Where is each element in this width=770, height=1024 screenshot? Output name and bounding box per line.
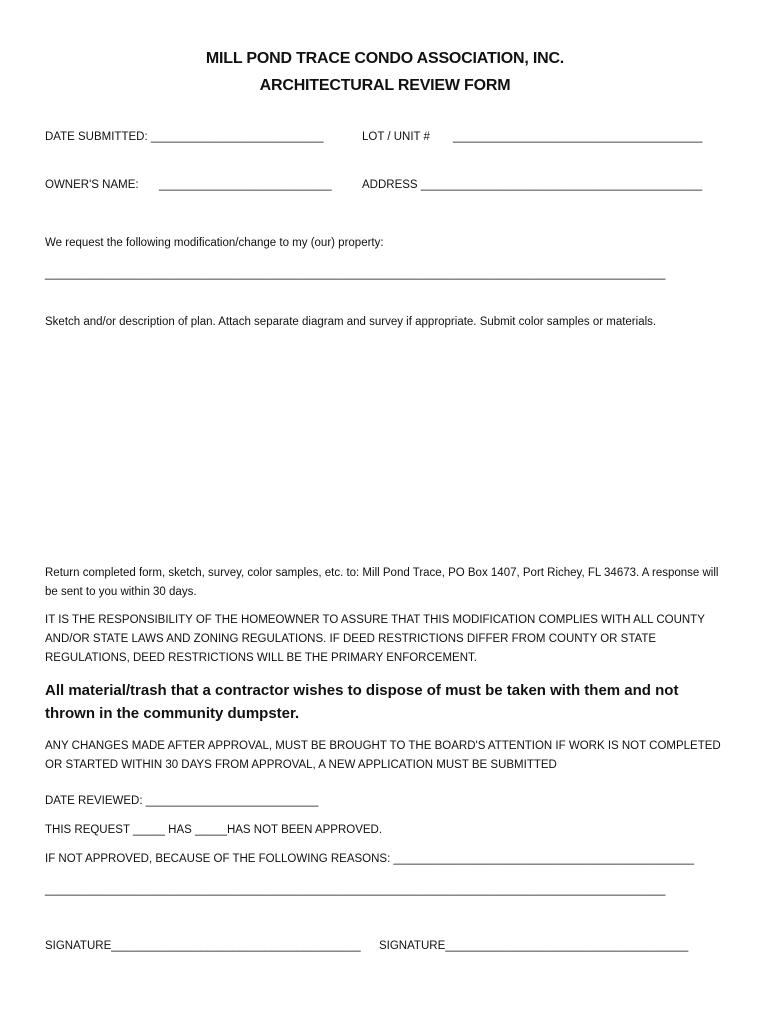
trash-notice: All material/trash that a contractor wishes to dispose of must be taken with them and not thrown in the community dumpster. — [45, 682, 679, 722]
sketch-area[interactable] — [45, 360, 725, 555]
signature-right-field[interactable]: SIGNATURE______________________________________ — [379, 940, 689, 952]
not-approved-reasons-field[interactable]: IF NOT APPROVED, BECAUSE OF THE FOLLOWING REASONS: _______________________________________________ — [45, 853, 695, 865]
signature-left-field[interactable]: SIGNATURE_______________________________________ — [45, 940, 361, 952]
reasons-line-field[interactable]: _________________________________________________________________________________________________ — [45, 884, 666, 896]
request-field[interactable]: _________________________________________________________________________________________________ — [45, 268, 666, 280]
owners-name-field[interactable]: ___________________________ — [159, 179, 332, 191]
lot-unit-label: LOT / UNIT # — [362, 131, 430, 143]
address-field[interactable]: ADDRESS ____________________________________________ — [362, 179, 703, 191]
lot-unit-field[interactable]: _______________________________________ — [453, 131, 703, 143]
return-instructions: Return completed form, sketch, survey, color samples, etc. to: Mill Pond Trace, PO Box 1407, Port Richey, FL 34673. A response will be sent to you within 30 days. — [45, 567, 719, 598]
request-label: We request the following modification/change to my (our) property: — [45, 237, 384, 249]
approval-status-field[interactable]: THIS REQUEST _____ HAS _____HAS NOT BEEN APPROVED. — [45, 824, 383, 836]
owners-name-label: OWNER'S NAME: — [45, 179, 139, 191]
form-title-line1: MILL POND TRACE CONDO ASSOCIATION, INC. — [205, 50, 565, 67]
date-reviewed-field[interactable]: DATE REVIEWED: ___________________________ — [45, 795, 319, 807]
form-title-line2: ARCHITECTURAL REVIEW FORM — [259, 77, 511, 94]
date-submitted-field[interactable]: DATE SUBMITTED: ___________________________ — [45, 131, 324, 143]
responsibility-notice: IT IS THE RESPONSIBILITY OF THE HOMEOWNER TO ASSURE THAT THIS MODIFICATION COMPLIES WITH ALL COUNTY AND/OR STATE LAWS AND ZONING REGULATIONS. IF DEED RESTRICTIONS DIFFER FROM COUNTY OR STATE REGULATIONS, DEED RESTRICTIONS WILL BE THE PRIMARY ENFORCEMENT. — [45, 614, 705, 664]
changes-notice: ANY CHANGES MADE AFTER APPROVAL, MUST BE BROUGHT TO THE BOARD'S ATTENTION IF WORK IS NOT COMPLETED OR STARTED WITHIN 30 DAYS FROM APPROVAL, A NEW APPLICATION MUST BE SUBMITTED — [45, 740, 721, 771]
sketch-instructions: Sketch and/or description of plan. Attach separate diagram and survey if appropriate. Submit color samples or materials. — [45, 316, 657, 328]
